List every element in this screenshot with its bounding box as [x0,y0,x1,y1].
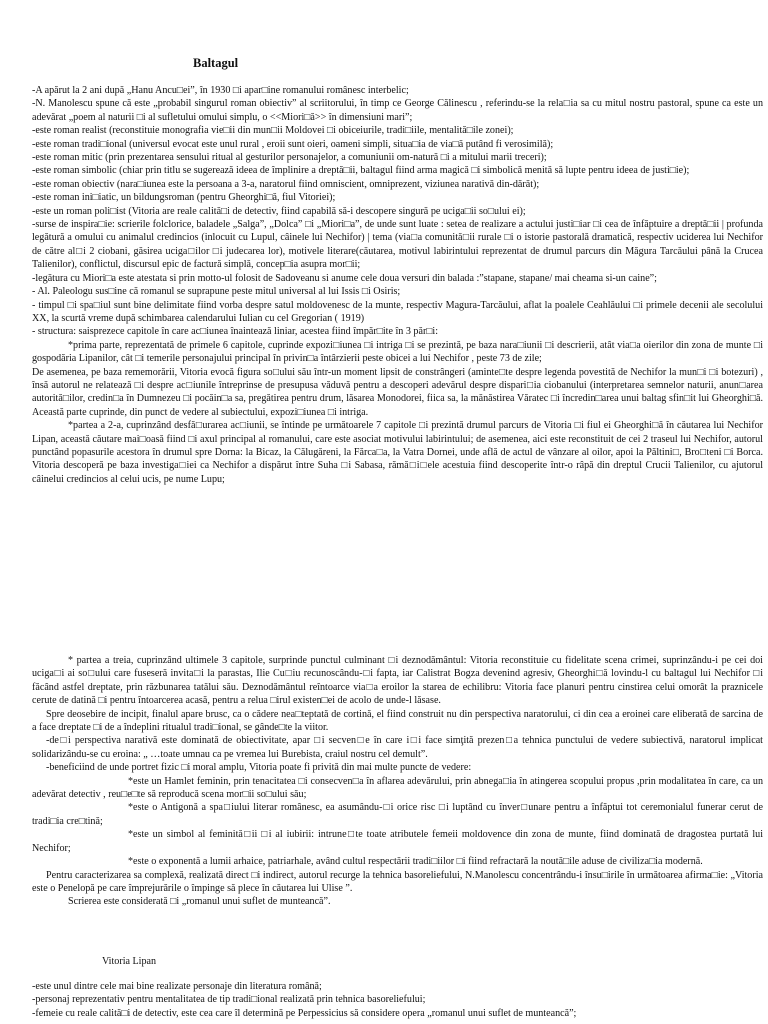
paragraph: -este roman mitic (prin prezentarea sensului ritual al gesturilor personajelor, a comuniunii om-natură □i a mitului marii treceri); [32,152,547,164]
document-title: Baltagul [193,56,239,70]
paragraph: *este o exponentă a lumii arhaice, patriarhale, având cultul respectării tradi□iilor □i fiind refractară la noută□ile aduse de civiliza□ia modernă. [128,856,703,868]
paragraph: -surse de inspira□ie: scrierile folclorice, baladele „Salga”, „Dolca” □i „Miori□a”, de unde sunt luate : setea de realizare a actului justi□iar □i cea de înfăptuire a dreptă□ii | profunda legătură a omului cu animalul credincios (inlocuit cu Lupul, câinele lui Nechifor) | tema (via□a comunită□ii rurale □i o istorie pastorală dramatică, respectiv uciderea lui Nechifor de către al□i 2 ciobani, găsirea uciga□ilor □i judecarea lor), motivele literare(căutarea, motivul labirintului reprezentat de drumul parcurs din Măgura Tarcăului până la Crucea Talienilor), conflictul, discursul epic de factură simplă, concep□ia asupra mor□ii; [32,219,763,271]
paragraph: - structura: saisprezece capitole în care ac□iunea înaintează liniar, acestea fiind împăr□ite în 3 păr□i: [32,326,439,338]
paragraph: *prima parte, reprezentată de primele 6 capitole, cuprinde expozi□iunea □i intriga □i se prezintă, pe baza nara□iunii □i descrierii, atât via□a oierilor din zona de munte □i gospodăria Lipanilor, cât □i temerile personajului principal în privin□a întârzierii peste obicei a lui Nechifor , peste 73 de zile; [32,339,763,365]
section-part-three [32,654,763,909]
paragraph: -legătura cu Miori□a este atestata si prin motto-ul folosit de Sadoveanu si anume cele doua versuri din balada :”stapane, stapane/ mai cheama si-un caine”; [32,272,657,284]
paragraph: -este unul dintre cele mai bine realizate personaje din literatura română; [32,981,322,992]
paragraph: -este roman simbolic (chiar prin titlu se sugerează ideea de împlinire a dreptă□ii, baltagul fiind arma magică □i simbolică menită să lupte pentru ideea de justi□ie); [32,165,690,177]
paragraph: De asemenea, pe baza rememorării, Vitoria evocă figura so□ului său într-un moment lipsit de constrângeri (aminte□te despre legenda povestită de Nechifor la mun□i □i botezuri) , însă autorul ne relatează □i despre ac□iunile întreprinse de presupusa văduvă pentru a descoperi adevărul despre dispari□ia ciobanului (interpretarea semnelor naturii, anun□area autorită□ilor, credin□a în Dumnezeu □i pocăin□a sa, pregătirea pentru drum, lăsarea Monodorei, fiica sa, la mănăstirea Văratec □i încredin□area unui baltag sfin□it lui Gheorghi□ă. Această parte cuprinde, din punct de vedere al subiectului, expozi□iunea □i intriga. [32,366,763,418]
subheading-vitoria-lipan: Vitoria Lipan [102,956,157,967]
paragraph: -este roman tradi□ional (universul evocat este unul rural , eroii sunt oieri, oameni simpli, situa□ia de via□ă putând fi verosimilă); [32,138,554,150]
paragraph: Spre deosebire de incipit, finalul apare brusc, ca o cădere nea□teptată de cortină, el fiind construit nu din perspectiva naratorului, ci din cea a eroinei care eliberată de sarcina de a face dreptate □i de a îndeplini ritualul tradi□ional, se gânde□te la viitor. [32,708,763,734]
paragraph: *este un Hamlet feminin, prin tenacitatea □i consecven□a în aflarea adevărului, prin abnega□ia în atingerea scopului propus ,prin modalitatea în care, ca un adevărat detectiv , reu□e□te să reproducă scena mor□ii so□ului său; [32,775,763,801]
paragraph: *este o Antigonă a spa□iului literar românesc, ea asumându-□i orice risc □i luptând cu înver□unare pentru a înfăptui tot ceremonialul funerar cerut de tradi□ia cre□tină; [32,802,763,827]
paragraph: *partea a 2-a, cuprinzând desfă□urarea ac□iunii, se întinde pe următoarele 7 capitole □i prezintă drumul parcurs de Vitoria □i fiul ei Gheorghi□ă în căutarea lui Nechifor Lipan, această căutare mai□oasă fiind □i axul principal al romanului, care este asociat motivului labirintului; de asemenea, aici este reconstituit de cei 2 traseul lui Nechifor, autorul punctând popasurile acestora în drumul spre Dorna: la Bicaz, la Călugăreni, la Fărca□a, la Vatra Dornei, unde află de actul de vânzare al oilor, apoi la Păltini□, Bro□teni □i Borca. Vitoria descoperă pe baza investiga□iei ca Nechifor a dispărut între Suha □i Sabasa, rămă□i□ele acestuia fiind descoperite într-o râpă din dreptul Crucii Talienilor, cu ajutorul câinelui credincios al celui ucis, pe nume Lupu; [32,420,763,485]
paragraph: -de□i perspectiva narativă este dominată de obiectivitate, apar □i secven□e în care i□i face simţită prezen□a tehnica punctului de vedere subiectivă, naratorul implicat solidarizându-se cu eroina: „ …toate umnau ca pe vremea lui Burebista, craiul nostru cel demult”. [32,735,763,760]
paragraph: -este roman ini□iatic, un bildungsroman (pentru Gheorghi□ă, fiul Vitoriei); [32,192,336,204]
paragraph: -beneficiind de unde portret fizic □i moral amplu, Vitoria poate fi privită din mai multe puncte de vedere: [46,762,472,774]
paragraph: - timpul □i spa□iul sunt bine delimitate fiind vorba despre satul moldovenesc de la munte, respectiv Magura-Tarcăului, aflat la poalele Ceahlăului □i primele decenii ale secolului XX, la scurtă vreme după schimbarea calendarului Iulian cu cel Gregorian ( 1919) [32,299,763,324]
paragraph: -N. Manolescu spune că este „probabil singurul roman obiectiv” al scriitorului, în timp ce George Călinescu , referindu-se la rela□ia sa cu mitul nostru pastoral, spune ca este un adevărat „poem al naturii □i al sufletului omului simplu, o <<Miori□ă>> în dimensiuni mari”; [32,98,763,123]
paragraph: *este un simbol al feminită□ii □i al iubirii: intrune□te toate atributele femeii moldovence din zona de munte, fiind dominată de dragostea purtată lui Nechifor; [32,829,763,854]
paragraph: -este un roman poli□ist (Vitoria are reale calită□i de detectiv, fiind capabilă să-i descopere singură pe uciga□ii so□ului ei); [32,205,526,217]
paragraph: -este roman obiectiv (nara□iunea este la persoana a 3-a, naratorul fiind omniscient, omniprezent, viziunea narativă din-dărăt); [32,178,540,190]
section-vitoria [32,980,763,1020]
paragraph: Pentru caracterizarea sa complexă, realizată direct □i indirect, autorul recurge la tehnica basoreliefului, N.Manolescu concentrându-i însu□irile în următoarea afirma□ie: „Vitoria este o Penelopă pe care împrejurările o împinge să plece în căutarea lui Ulise ”. [32,869,763,894]
paragraph: * partea a treia, cuprinzând ultimele 3 capitole, surprinde punctul culminant □i deznodământul: Vitoria reconstituie cu fidelitate scena crimei, suprinzându-i pe cei doi uciga□i ai so□ului care fuseseră invita□i la parastas, Ilie Cu□iu recunoscându-□i fapta, iar Calistrat Bogza devenind agresiv, Gheorghi□ă lovindu-l cu baltagul lui Nechifor □i făcând astfel dreptate, prin răzbunarea tatălui său. Deznodământul reîntoarce via□a eroilor la starea de echilibru: Vitoria face planuri pentru cinstirea celui omorât la praznicele cerute de datină □i pentru întoarcerea acasă, pentru a relua □irul existen□ei de acolo de unde-l lăsase. [32,655,763,707]
paragraph: -personaj reprezentativ pentru mentalitatea de tip tradi□ional realizată prin tehnica basoreliefului; [32,994,426,1006]
paragraph: Scrierea este considerată □i „romanul unui suflet de munteancă”. [68,896,331,908]
paragraph: - Al. Paleologu sus□ine că romanul se suprapune peste mitul universal al lui Issis □i Osiris; [32,286,401,298]
paragraph: -este roman realist (reconstituie monografia vie□ii din mun□ii Moldovei □i obiceiurile, tradi□iile, mentalită□ile zonei); [32,125,514,137]
paragraph: -A apărut la 2 ani după „Hanu Ancu□ei”, în 1930 □i apar□ine romanului românesc interbelic; [32,85,409,96]
paragraph: -femeie cu reale calită□i de detectiv, este cea care îl determină pe Perpessicius să considere opera „romanul unui suflet de munteancă”; [32,1007,577,1019]
section-part-one [32,84,763,486]
